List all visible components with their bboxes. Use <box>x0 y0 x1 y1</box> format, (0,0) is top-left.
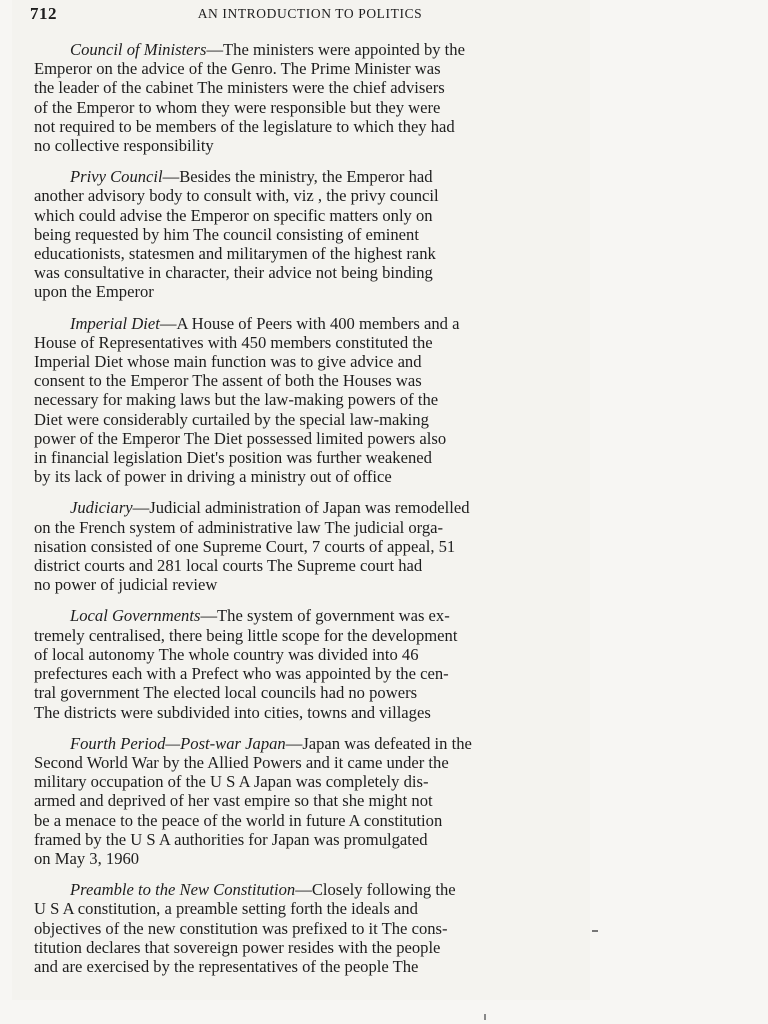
paragraph-imperial-diet <box>34 314 576 487</box>
text-line: another advisory body to consult with, viz , the privy council <box>34 186 439 206</box>
text-line: educationists, statesmen and militarymen of the highest rank <box>34 244 436 264</box>
section-heading: Council of Ministers <box>70 40 207 59</box>
page-header <box>30 4 590 26</box>
text-line: Imperial Diet—A House of Peers with 400 members and a <box>70 313 460 333</box>
text-line: framed by the U S A authorities for Japan was promulgated <box>34 829 428 849</box>
text-line: Emperor on the advice of the Genro. The Prime Minister was <box>34 59 441 79</box>
text-line: on May 3, 1960 <box>34 848 140 868</box>
text-line: Imperial Diet whose main function was to give advice and <box>34 352 422 372</box>
text-line: no collective responsibility <box>34 136 214 156</box>
text-line: prefectures each with a Prefect who was appointed by the cen- <box>34 664 449 684</box>
text-line: necessary for making laws but the law-making powers of the <box>34 390 439 410</box>
text-line: Second World War by the Allied Powers and it came under the <box>34 752 449 772</box>
text-line: titution declares that sovereign power resides with the people <box>34 937 441 957</box>
text-line: no power of judicial review <box>34 575 218 595</box>
paragraph-post-war-japan <box>34 734 576 868</box>
section-heading: Judiciary <box>70 498 133 518</box>
text-line: Preamble to the New Constitution—Closely following the <box>70 880 456 900</box>
scanned-page <box>12 0 590 1000</box>
text-line: not required to be members of the legislature to which they had <box>34 116 455 136</box>
scan-speck <box>592 930 598 932</box>
text-line: consent to the Emperor The assent of both the Houses was <box>34 371 422 391</box>
text-line: was consultative in character, their advice not being binding <box>34 263 433 283</box>
text-line: Privy Council—Besides the ministry, the Emperor had <box>70 167 433 187</box>
text-line: power of the Emperor The Diet possessed limited powers also <box>34 428 447 448</box>
text-line: the leader of the cabinet The ministers were the chief advisers <box>34 78 445 98</box>
text-line: The districts were subdivided into cities, towns and villages <box>34 702 431 722</box>
text-line: Diet were considerably curtailed by the special law-making <box>34 409 429 429</box>
text-line: being requested by him The council consisting of eminent <box>34 224 419 244</box>
running-title: AN INTRODUCTION TO POLITICS <box>197 6 423 21</box>
section-heading: Imperial Diet <box>70 313 160 333</box>
text-line: military occupation of the U S A Japan was completely dis- <box>34 772 429 792</box>
text-line: tremely centralised, there being little scope for the development <box>34 625 458 645</box>
text-line: of the Emperor to whom they were responsible but they were <box>34 97 441 117</box>
section-heading: Preamble to the New Constitution <box>70 880 296 900</box>
text-line: be a menace to the peace of the world in future A constitution <box>34 810 443 830</box>
text-line: district courts and 281 local courts The Supreme court had <box>34 556 423 576</box>
text-line: in financial legislation Diet's position was further weakened <box>34 448 432 468</box>
text-line: armed and deprived of her vast empire so that she might not <box>34 791 433 811</box>
paragraph-preamble <box>34 880 576 976</box>
text-line: upon the Emperor <box>34 282 154 302</box>
text-line: Judiciary—Judicial administration of Japan was remodelled <box>70 498 470 518</box>
text-line: of local autonomy The whole country was divided into 46 <box>34 644 419 664</box>
page-number: 712 <box>30 4 57 23</box>
text-line: nisation consisted of one Supreme Court, 7 courts of appeal, 51 <box>34 536 456 556</box>
text-line: tral government The elected local councils had no powers <box>34 683 418 703</box>
paragraph-privy-council <box>34 167 576 301</box>
paragraph-council-of-ministers <box>34 40 576 155</box>
text-line: and are exercised by the representatives of the people The <box>34 956 419 976</box>
text-line: which could advise the Emperor on specific matters only on <box>34 205 433 225</box>
text-line: by its lack of power in driving a ministry out of office <box>34 467 392 487</box>
section-heading: Local Governments <box>70 606 201 626</box>
text-line: U S A constitution, a preamble setting forth the ideals and <box>34 899 418 919</box>
text-line: objectives of the new constitution was prefixed to it The cons- <box>34 918 448 938</box>
paragraph-local-governments <box>34 606 576 721</box>
paragraph-judiciary <box>34 498 576 594</box>
text-line: Local Governments—The system of government was ex- <box>70 606 450 626</box>
text-line: on the French system of administrative law The judicial orga- <box>34 517 444 537</box>
body-text <box>34 40 576 988</box>
section-heading: Fourth Period—Post-war Japan <box>70 733 286 753</box>
scan-speck <box>484 1014 486 1020</box>
text-line: Fourth Period—Post-war Japan—Japan was defeated in the <box>70 733 472 753</box>
section-heading: Privy Council <box>70 167 163 187</box>
text-line: Council of Ministers—The ministers were appointed by the <box>70 40 465 59</box>
text-line: House of Representatives with 450 members constituted the <box>34 332 433 352</box>
